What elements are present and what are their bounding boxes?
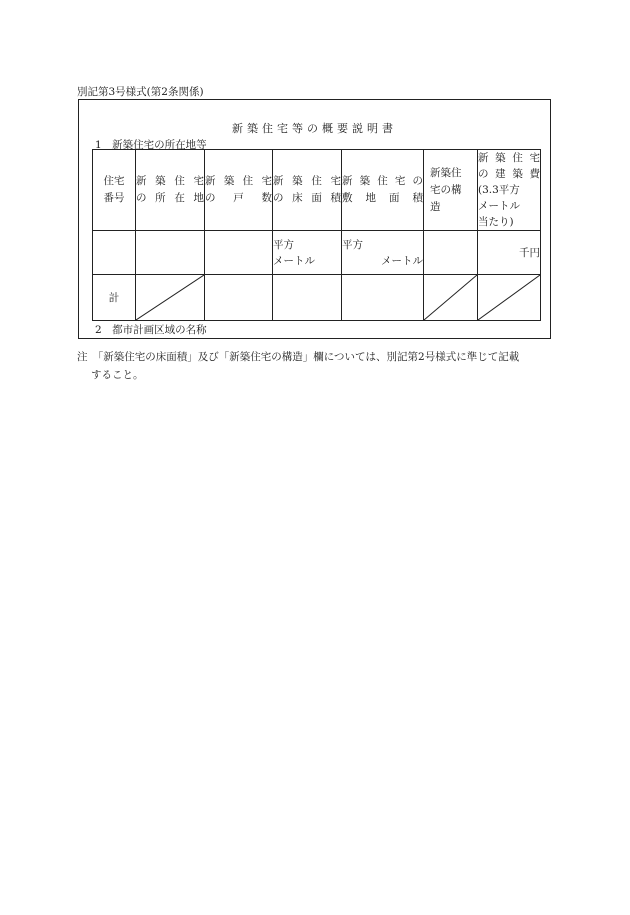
unit-thousand-yen: 千円 bbox=[519, 246, 540, 259]
cell-house-number[interactable] bbox=[93, 231, 136, 275]
total-row bbox=[93, 275, 541, 321]
header-line: 新築住宅の bbox=[342, 175, 423, 187]
cell-location[interactable] bbox=[136, 231, 205, 275]
header-house-number bbox=[93, 150, 136, 231]
header-line: 新築住 bbox=[430, 166, 462, 179]
cell-structure[interactable] bbox=[424, 231, 478, 275]
header-line: 新築住宅 bbox=[136, 175, 204, 187]
cell-construction-cost[interactable] bbox=[478, 231, 541, 275]
header-line: 宅の構 bbox=[430, 183, 462, 196]
header-line: の 戸 数 bbox=[205, 192, 272, 204]
header-line: の建築費 bbox=[478, 168, 540, 180]
note-line-2: すること。 bbox=[91, 369, 144, 381]
section-1-heading: 1 新築住宅の所在地等 bbox=[95, 139, 207, 151]
diagonal-slash bbox=[424, 275, 477, 320]
document-title: 新築住宅等の概要説明書 bbox=[232, 122, 397, 135]
header-line: (3.3平方 bbox=[478, 184, 520, 196]
unit-square: 平方 bbox=[342, 238, 363, 251]
unit-square: 平方 bbox=[273, 238, 294, 251]
note bbox=[77, 348, 557, 384]
total-floor-area[interactable] bbox=[273, 275, 342, 321]
data-row bbox=[93, 231, 541, 275]
cell-unit-count[interactable] bbox=[205, 231, 273, 275]
header-line: 住宅 bbox=[103, 175, 125, 187]
unit-meter: メートル bbox=[381, 254, 423, 267]
header-line: 番号 bbox=[103, 192, 125, 204]
total-location-crossed bbox=[136, 275, 205, 321]
cell-floor-area[interactable] bbox=[273, 231, 342, 275]
header-line: の所在地 bbox=[136, 192, 204, 204]
header-construction-cost bbox=[478, 150, 541, 231]
header-site-area bbox=[342, 150, 424, 231]
header-line: メートル bbox=[478, 200, 520, 212]
header-location bbox=[136, 150, 205, 231]
unit-meter: メートル bbox=[273, 254, 315, 267]
header-line: 新築住宅 bbox=[205, 175, 272, 187]
header-floor-area bbox=[273, 150, 342, 231]
total-cost-crossed bbox=[478, 275, 541, 321]
cell-site-area[interactable] bbox=[342, 231, 424, 275]
header-structure bbox=[424, 150, 478, 231]
total-label: 計 bbox=[93, 275, 136, 321]
form-frame bbox=[78, 99, 551, 339]
housing-overview-table bbox=[92, 149, 541, 321]
header-line: 敷 地 面 積 bbox=[342, 192, 423, 204]
diagonal-slash bbox=[136, 275, 204, 320]
header-line: の床面積 bbox=[273, 192, 341, 204]
total-site-area[interactable] bbox=[342, 275, 424, 321]
header-line: 新築住宅 bbox=[273, 175, 341, 187]
total-unit-count[interactable] bbox=[205, 275, 273, 321]
note-line-1: 注 「新築住宅の床面積」及び「新築住宅の構造」欄については、別記第2号様式に準じて記載 bbox=[77, 351, 520, 363]
total-structure-crossed bbox=[424, 275, 478, 321]
header-line: 造 bbox=[430, 200, 441, 213]
form-label: 別記第3号様式(第2条関係) bbox=[77, 86, 204, 98]
section-2-heading: 2 都市計画区域の名称 bbox=[95, 324, 207, 336]
diagonal-slash bbox=[478, 275, 540, 320]
header-row bbox=[93, 150, 541, 231]
header-unit-count bbox=[205, 150, 273, 231]
header-line: 新築住宅 bbox=[478, 152, 540, 164]
header-line: 当たり) bbox=[478, 216, 514, 228]
